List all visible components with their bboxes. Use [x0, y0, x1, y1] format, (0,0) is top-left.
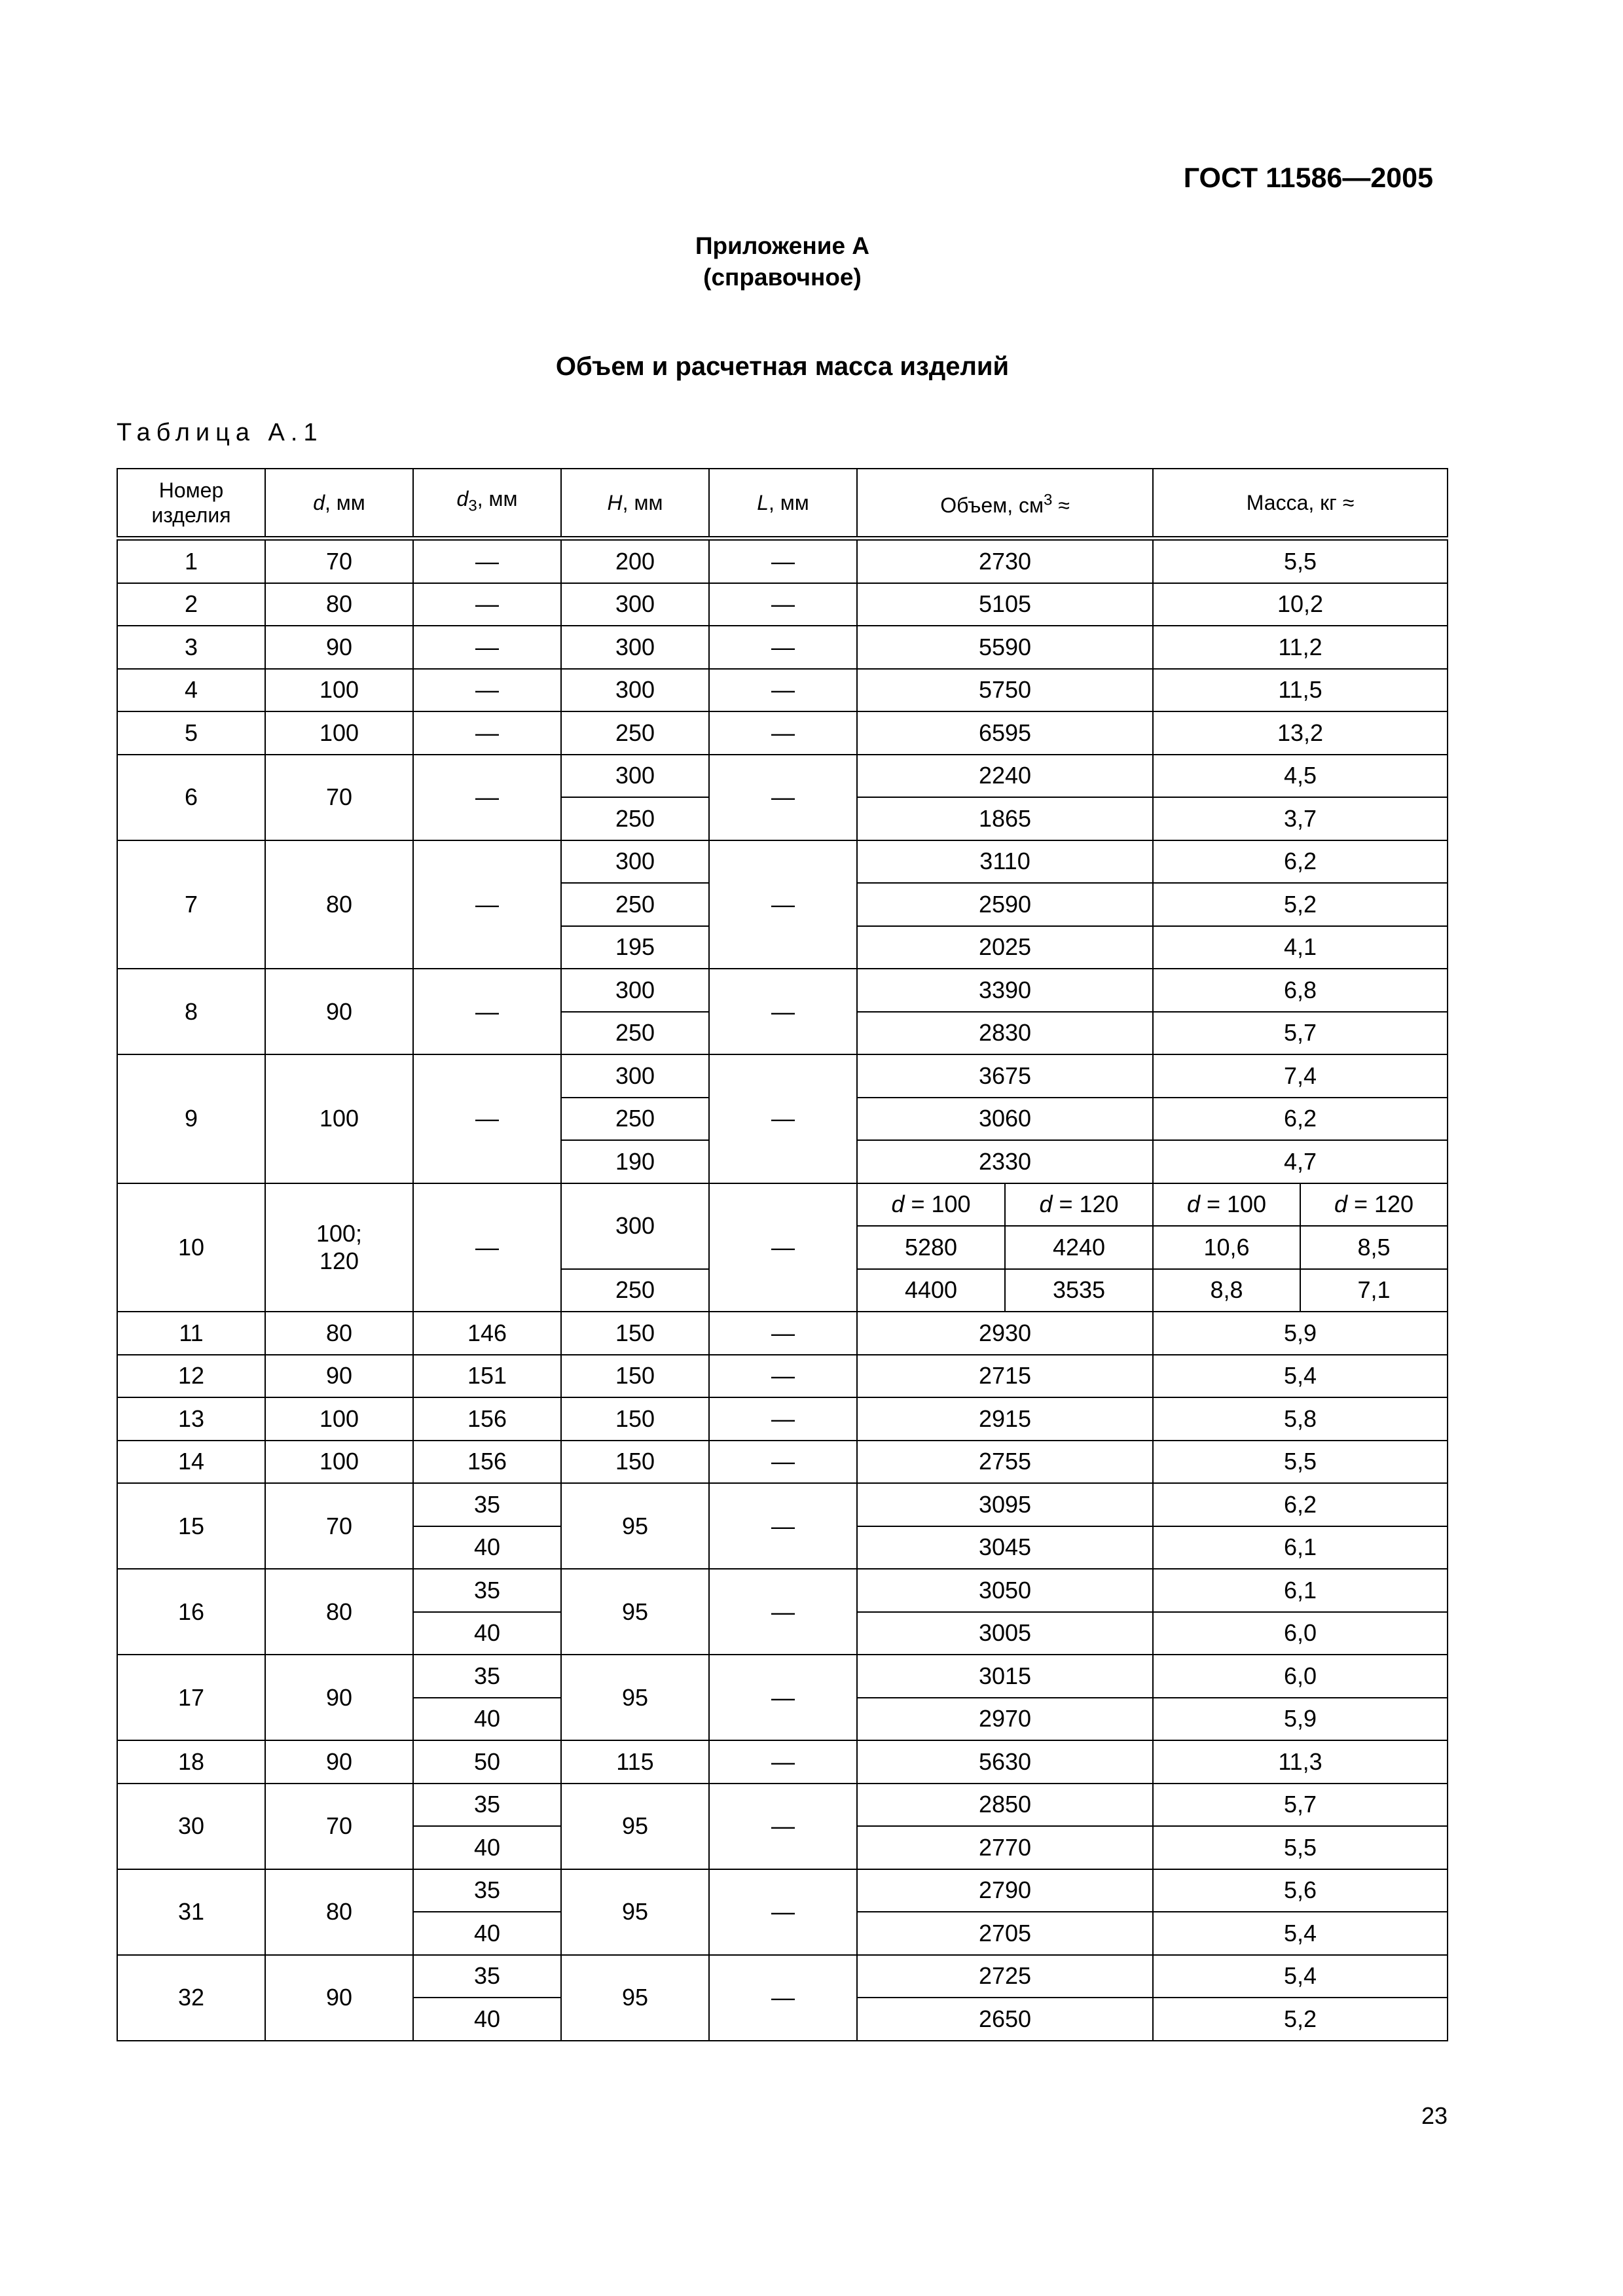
cell-h: 195	[561, 926, 709, 969]
cell-d3: 156	[413, 1397, 561, 1441]
cell-mass: 4,7	[1153, 1140, 1448, 1183]
cell-d: 90	[265, 1355, 413, 1398]
col-d3-label: $d_3$, мм	[456, 487, 518, 515]
cell-l: —	[709, 969, 857, 1054]
table-row	[117, 626, 1448, 669]
table-row	[117, 669, 1448, 712]
cell-d3: —	[413, 539, 561, 583]
cell-d: 100	[265, 669, 413, 712]
col-l-label: L, мм	[757, 491, 809, 514]
cell-mass: 6,8	[1153, 969, 1448, 1012]
cell-d3: 35	[413, 1955, 561, 1998]
cell-h: 150	[561, 1355, 709, 1398]
cell-mass: 5,5	[1153, 1441, 1448, 1484]
cell-volume: 2770	[857, 1826, 1153, 1869]
cell-volume: 3390	[857, 969, 1153, 1012]
cell-l: —	[709, 539, 857, 583]
cell-d3: 40	[413, 1998, 561, 2041]
cell-l: —	[709, 1312, 857, 1355]
cell-volume: 2715	[857, 1355, 1153, 1398]
cell-l: —	[709, 1955, 857, 2041]
cell-volume-d120: 4240	[1005, 1226, 1153, 1269]
cell-h: 95	[561, 1784, 709, 1869]
cell-h: 250	[561, 1012, 709, 1055]
cell-item: 18	[117, 1740, 265, 1784]
cell-d: 70	[265, 539, 413, 583]
cell-d3: —	[413, 755, 561, 840]
cell-d: 100	[265, 711, 413, 755]
table-row	[117, 1869, 1448, 1912]
cell-volume: 2730	[857, 539, 1153, 583]
cell-d: 80	[265, 583, 413, 626]
cell-volume: 3095	[857, 1483, 1153, 1526]
table-row	[117, 1740, 1448, 1784]
col-h	[561, 469, 709, 539]
cell-h: 115	[561, 1740, 709, 1784]
cell-h: 250	[561, 1098, 709, 1141]
cell-h: 300	[561, 583, 709, 626]
cell-d3: 40	[413, 1698, 561, 1741]
cell-h: 150	[561, 1312, 709, 1355]
cell-volume: 5105	[857, 583, 1153, 626]
cell-h: 95	[561, 1655, 709, 1740]
table-row	[117, 1483, 1448, 1526]
cell-mass: 5,5	[1153, 1826, 1448, 1869]
cell-mass: 4,5	[1153, 755, 1448, 798]
cell-mass-d120: 8,5	[1300, 1226, 1448, 1269]
cell-d3: —	[413, 669, 561, 712]
cell-volume: 2915	[857, 1397, 1153, 1441]
cell-d-value: 100; 120	[316, 1219, 363, 1274]
page-number: 23	[1421, 2102, 1448, 2129]
cell-h: 150	[561, 1397, 709, 1441]
appendix-heading	[0, 230, 1565, 293]
cell-volume: 5630	[857, 1740, 1153, 1784]
cell-mass: 6,1	[1153, 1569, 1448, 1612]
cell-volume: 2650	[857, 1998, 1153, 2041]
cell-mass-d120: 7,1	[1300, 1269, 1448, 1312]
table-row	[117, 1397, 1448, 1441]
cell-h: 250	[561, 797, 709, 840]
cell-d3: 35	[413, 1569, 561, 1612]
cell-h: 200	[561, 539, 709, 583]
cell-l: —	[709, 1483, 857, 1569]
cell-item: 14	[117, 1441, 265, 1484]
cell-item: 16	[117, 1569, 265, 1655]
cell-h: 150	[561, 1441, 709, 1484]
cell-mass: 6,2	[1153, 1483, 1448, 1526]
col-item-no	[117, 469, 265, 539]
col-mass-label: Масса, кг ≈	[1246, 491, 1355, 514]
cell-volume: 6595	[857, 711, 1153, 755]
table-row	[117, 1183, 1448, 1227]
table-row	[117, 1355, 1448, 1398]
cell-item: 3	[117, 626, 265, 669]
cell-volume: 2705	[857, 1912, 1153, 1955]
cell-l: —	[709, 1054, 857, 1183]
col-d	[265, 469, 413, 539]
cell-d3: 50	[413, 1740, 561, 1784]
cell-item: 8	[117, 969, 265, 1054]
cell-d: 90	[265, 969, 413, 1054]
cell-mass: 5,4	[1153, 1355, 1448, 1398]
cell-h: 250	[561, 883, 709, 926]
cell-item: 6	[117, 755, 265, 840]
cell-d: 80	[265, 1312, 413, 1355]
cell-l: —	[709, 1569, 857, 1655]
cell-d3: —	[413, 1183, 561, 1312]
table-row	[117, 840, 1448, 884]
cell-d3: 146	[413, 1312, 561, 1355]
table-row	[117, 1054, 1448, 1098]
cell-volume: 3050	[857, 1569, 1153, 1612]
table-row	[117, 1312, 1448, 1355]
cell-l: —	[709, 1740, 857, 1784]
table-row	[117, 1441, 1448, 1484]
cell-h: 95	[561, 1955, 709, 2041]
cell-item: 5	[117, 711, 265, 755]
subheader-d120-label: d = 120	[1334, 1191, 1414, 1218]
cell-h: 250	[561, 711, 709, 755]
cell-mass-d100: 10,6	[1153, 1226, 1300, 1269]
cell-volume-d100: 4400	[857, 1269, 1005, 1312]
table-row	[117, 711, 1448, 755]
cell-volume: 3015	[857, 1655, 1153, 1698]
cell-d	[265, 1183, 413, 1312]
cell-d: 90	[265, 1955, 413, 2041]
cell-mass: 5,6	[1153, 1869, 1448, 1912]
cell-mass: 11,2	[1153, 626, 1448, 669]
cell-l: —	[709, 1183, 857, 1312]
cell-d3: 151	[413, 1355, 561, 1398]
cell-volume: 2830	[857, 1012, 1153, 1055]
cell-l: —	[709, 1441, 857, 1484]
cell-h: 300	[561, 626, 709, 669]
cell-item: 32	[117, 1955, 265, 2041]
cell-h: 300	[561, 669, 709, 712]
cell-l: —	[709, 626, 857, 669]
table-row	[117, 1655, 1448, 1698]
col-volume-label: Объем, $см^3$ ≈	[940, 491, 1070, 517]
cell-volume: 1865	[857, 797, 1153, 840]
col-d3	[413, 469, 561, 539]
cell-d: 80	[265, 840, 413, 969]
cell-h: 95	[561, 1569, 709, 1655]
cell-l: —	[709, 1397, 857, 1441]
cell-volume: 3045	[857, 1526, 1153, 1570]
cell-l: —	[709, 1655, 857, 1740]
section-title: Объем и расчетная масса изделий	[555, 352, 1010, 381]
col-h-label: H, мм	[607, 491, 663, 514]
cell-l: —	[709, 711, 857, 755]
table-header-row	[117, 469, 1448, 539]
cell-mass: 5,4	[1153, 1912, 1448, 1955]
appendix-type: (справочное)	[703, 264, 862, 291]
cell-mass: 5,8	[1153, 1397, 1448, 1441]
cell-mass: 5,9	[1153, 1698, 1448, 1741]
cell-volume: 3110	[857, 840, 1153, 884]
cell-mass-subheader	[1300, 1183, 1448, 1227]
cell-volume: 3005	[857, 1612, 1153, 1655]
cell-d: 90	[265, 626, 413, 669]
cell-l: —	[709, 755, 857, 840]
cell-d3: 40	[413, 1826, 561, 1869]
cell-item: 11	[117, 1312, 265, 1355]
cell-mass: 6,1	[1153, 1526, 1448, 1570]
cell-h: 95	[561, 1869, 709, 1955]
cell-mass: 5,7	[1153, 1012, 1448, 1055]
cell-d3: —	[413, 840, 561, 969]
cell-mass: 11,5	[1153, 669, 1448, 712]
cell-d3: 35	[413, 1784, 561, 1827]
cell-d3: —	[413, 1054, 561, 1183]
cell-d: 100	[265, 1441, 413, 1484]
cell-d: 70	[265, 1784, 413, 1869]
cell-d3: 40	[413, 1912, 561, 1955]
cell-item: 9	[117, 1054, 265, 1183]
cell-d: 80	[265, 1569, 413, 1655]
cell-l: —	[709, 583, 857, 626]
cell-mass: 5,7	[1153, 1784, 1448, 1827]
cell-mass: 10,2	[1153, 583, 1448, 626]
cell-mass: 5,2	[1153, 883, 1448, 926]
cell-d: 90	[265, 1740, 413, 1784]
cell-mass: 7,4	[1153, 1054, 1448, 1098]
col-d-label: d, мм	[313, 491, 365, 514]
cell-item: 12	[117, 1355, 265, 1398]
cell-l: —	[709, 1869, 857, 1955]
cell-volume: 2025	[857, 926, 1153, 969]
cell-volume: 3675	[857, 1054, 1153, 1098]
cell-h: 300	[561, 969, 709, 1012]
cell-mass: 3,7	[1153, 797, 1448, 840]
cell-item: 2	[117, 583, 265, 626]
cell-mass-subheader	[1153, 1183, 1300, 1227]
cell-l: —	[709, 1784, 857, 1869]
cell-d3: —	[413, 969, 561, 1054]
cell-l: —	[709, 840, 857, 969]
cell-volume: 5750	[857, 669, 1153, 712]
cell-volume: 2590	[857, 883, 1153, 926]
table-row	[117, 969, 1448, 1012]
cell-d: 80	[265, 1869, 413, 1955]
cell-mass: 11,3	[1153, 1740, 1448, 1784]
cell-h: 300	[561, 840, 709, 884]
cell-d: 70	[265, 1483, 413, 1569]
document-standard-number: ГОСТ 11586—2005	[1183, 162, 1433, 194]
cell-h: 190	[561, 1140, 709, 1183]
cell-volume: 2850	[857, 1784, 1153, 1827]
subheader-d120-label: d = 120	[1039, 1191, 1119, 1218]
cell-item: 10	[117, 1183, 265, 1312]
cell-volume: 2970	[857, 1698, 1153, 1741]
cell-volume: 2240	[857, 755, 1153, 798]
cell-volume: 2330	[857, 1140, 1153, 1183]
cell-item: 31	[117, 1869, 265, 1955]
cell-item: 1	[117, 539, 265, 583]
volume-mass-table	[117, 468, 1448, 2041]
cell-volume-subheader	[1005, 1183, 1153, 1227]
cell-mass: 5,5	[1153, 539, 1448, 583]
cell-h: 300	[561, 1183, 709, 1269]
cell-volume: 2790	[857, 1869, 1153, 1912]
cell-d3: —	[413, 711, 561, 755]
cell-mass: 5,4	[1153, 1955, 1448, 1998]
cell-item: 15	[117, 1483, 265, 1569]
cell-d3: —	[413, 626, 561, 669]
cell-mass-d100: 8,8	[1153, 1269, 1300, 1312]
cell-mass: 6,2	[1153, 840, 1448, 884]
cell-h: 95	[561, 1483, 709, 1569]
cell-h: 300	[561, 1054, 709, 1098]
cell-mass: 13,2	[1153, 711, 1448, 755]
cell-mass: 5,2	[1153, 1998, 1448, 2041]
cell-volume: 3060	[857, 1098, 1153, 1141]
col-volume	[857, 469, 1153, 539]
cell-d3: —	[413, 583, 561, 626]
cell-mass: 5,9	[1153, 1312, 1448, 1355]
cell-item: 17	[117, 1655, 265, 1740]
cell-volume-d120: 3535	[1005, 1269, 1153, 1312]
cell-item: 30	[117, 1784, 265, 1869]
cell-d: 90	[265, 1655, 413, 1740]
cell-d3: 156	[413, 1441, 561, 1484]
table-row	[117, 1955, 1448, 1998]
cell-volume: 2755	[857, 1441, 1153, 1484]
cell-mass: 4,1	[1153, 926, 1448, 969]
table-caption: Таблица А.1	[117, 419, 323, 446]
cell-d3: 40	[413, 1612, 561, 1655]
cell-item: 13	[117, 1397, 265, 1441]
cell-d3: 35	[413, 1655, 561, 1698]
subheader-d100-label: d = 100	[891, 1191, 971, 1218]
cell-d3: 40	[413, 1526, 561, 1570]
cell-volume: 5590	[857, 626, 1153, 669]
cell-h: 250	[561, 1269, 709, 1312]
cell-l: —	[709, 669, 857, 712]
col-item-no-label: Номер изделия	[151, 478, 231, 527]
cell-volume-subheader	[857, 1183, 1005, 1227]
cell-item: 4	[117, 669, 265, 712]
cell-mass: 6,2	[1153, 1098, 1448, 1141]
cell-h: 300	[561, 755, 709, 798]
table-row	[117, 539, 1448, 583]
cell-d: 70	[265, 755, 413, 840]
cell-volume-d100: 5280	[857, 1226, 1005, 1269]
cell-d: 100	[265, 1397, 413, 1441]
cell-l: —	[709, 1355, 857, 1398]
cell-volume: 2930	[857, 1312, 1153, 1355]
cell-item: 7	[117, 840, 265, 969]
cell-mass: 6,0	[1153, 1612, 1448, 1655]
table-row	[117, 755, 1448, 798]
cell-d: 100	[265, 1054, 413, 1183]
table-row	[117, 1784, 1448, 1827]
table-row	[117, 583, 1448, 626]
cell-mass: 6,0	[1153, 1655, 1448, 1698]
col-l	[709, 469, 857, 539]
subheader-d100-label: d = 100	[1186, 1191, 1267, 1218]
table-row	[117, 1569, 1448, 1612]
cell-d3: 35	[413, 1483, 561, 1526]
appendix-label: Приложение А	[695, 232, 870, 259]
col-mass	[1153, 469, 1448, 539]
cell-volume: 2725	[857, 1955, 1153, 1998]
cell-d3: 35	[413, 1869, 561, 1912]
